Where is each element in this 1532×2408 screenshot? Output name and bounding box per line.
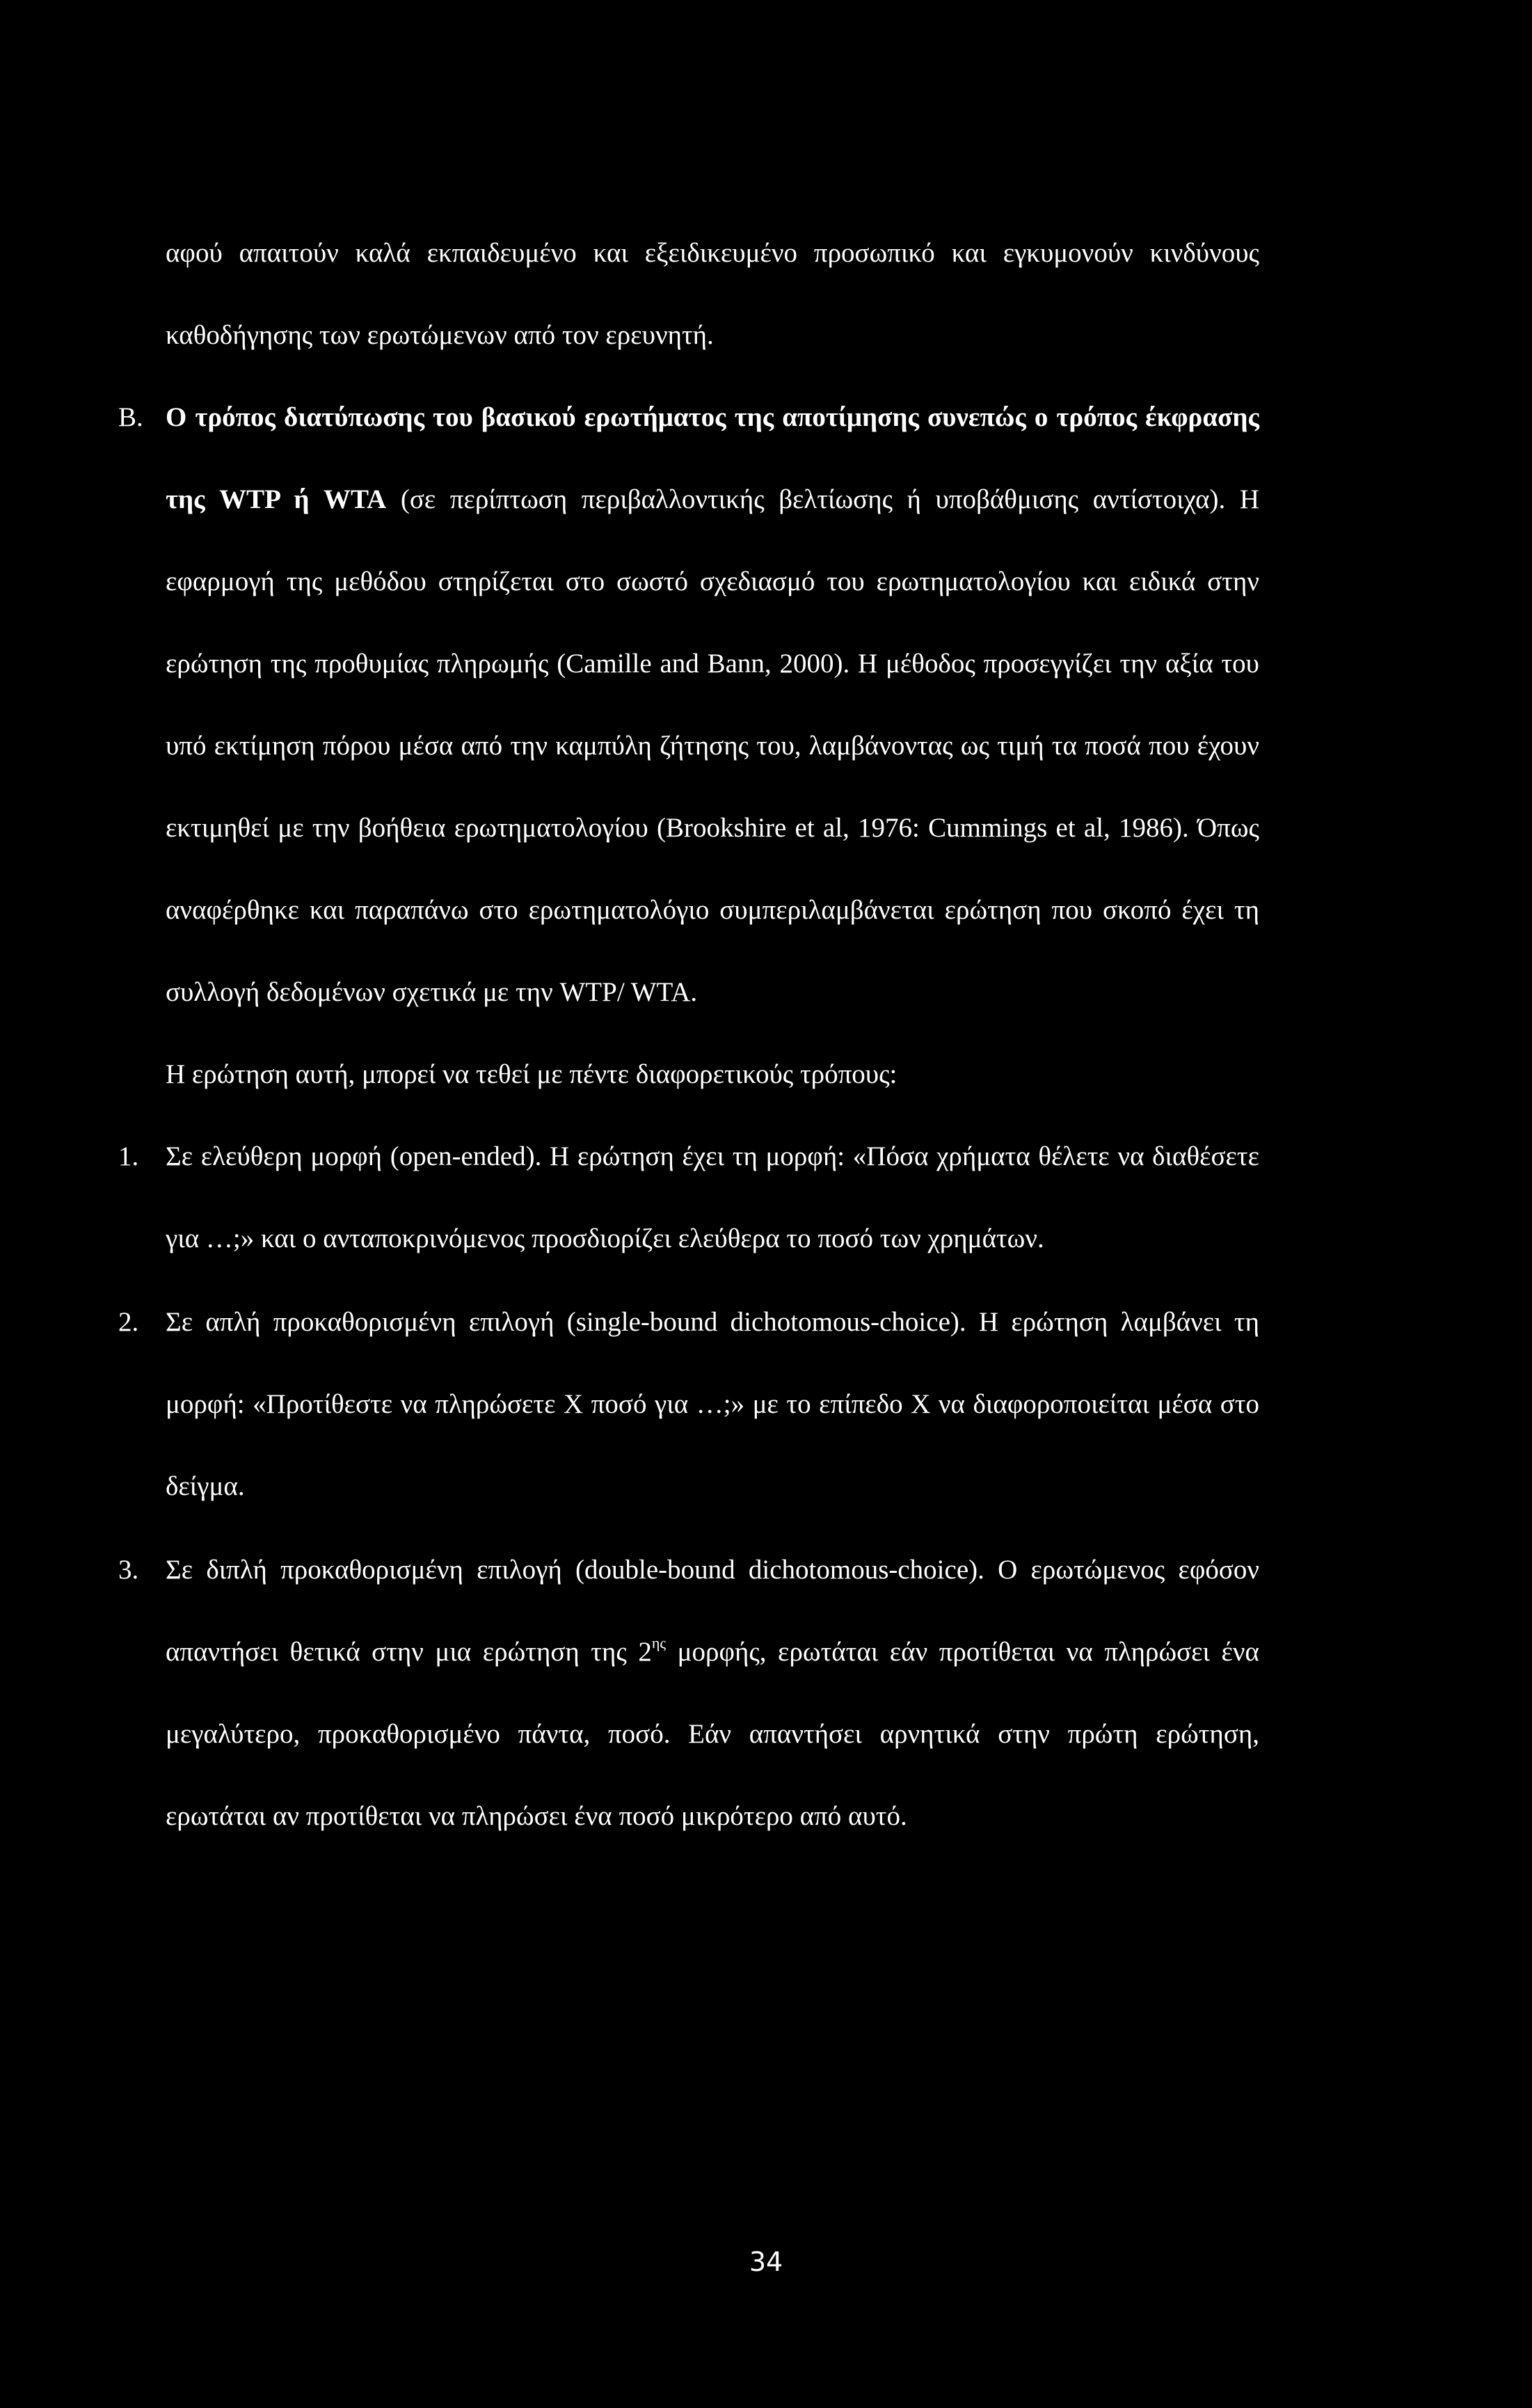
list-item-text: Σε ελεύθερη μορφή (open-ended). Η ερώτηση έχει τη μορφή: «Πόσα χρήματα θέλετε να διαθέσετε για …;» και ο ανταποκρινόμενος προσδιορίζει ελεύθερα το ποσό των χρημάτων. — [166, 1141, 1259, 1253]
section-heading: Ο τρόπος διατύπωσης του βασικού ερωτήματος της αποτίμησης συνεπώς ο τρόπος έκφρασης της WTP ή WTA — [166, 402, 1259, 514]
section-b — [118, 377, 1259, 1033]
methods-list — [118, 1116, 1259, 1858]
page-number: 34 — [749, 2247, 783, 2277]
list-item — [118, 1529, 1259, 1858]
list-item-text-before: Σε διπλή προκαθορισμένη επιλογή (double-bound dichotomous-choice). Ο ερωτώμενος εφόσον απαντήσει θετικά στην μια ερώτηση της 2 — [166, 1555, 1259, 1667]
list-item — [118, 1281, 1259, 1528]
list-item-text: Σε απλή προκαθορισμένη επιλογή (single-bound dichotomous-choice). Η ερώτηση λαμβάνει τη μορφή: «Προτίθεστε να πληρώσετε Χ ποσό για …;» με το επίπεδο Χ να διαφοροποιείται μέσα στο δείγμα. — [166, 1307, 1259, 1501]
list-item-number: 1. — [118, 1141, 139, 1171]
continuation-paragraph: αφού απαιτούν καλά εκπαιδευμένο και εξειδικευμένο προσωπικό και εγκυμονούν κινδύνους καθοδήγησης των ερωτώμενων από τον ερευνητή. — [166, 238, 1259, 350]
section-marker: Β. — [118, 402, 143, 432]
methods-intro: Η ερώτηση αυτή, μπορεί να τεθεί με πέντε διαφορετικούς τρόπους: — [166, 1059, 897, 1089]
section-text: (σε περίπτωση περιβαλλοντικής βελτίωσης ή υποβάθμισης αντίστοιχα). Η εφαρμογή της μεθόδου στηρίζεται στο σωστό σχεδιασμό του ερωτηματολογίου και ειδικά στην ερώτηση της προθυμίας πληρωμής (Camille and Bann, 2000). Η μέθοδος προσεγγίζει την αξία του υπό εκτίμηση πόρου μέσα από την καμπύλη ζήτησης του, λαμβάνοντας ως τιμή τα ποσά που έχουν εκτιμηθεί με την βοήθεια ερωτηματολογίου (Brookshire et al, 1976: Cummings et al, 1986). Όπως αναφέρθηκε και παραπάνω στο ερωτηματολόγιο συμπεριλαμβάνεται ερώτηση που σκοπό έχει τη συλλογή δεδομένων σχετικά με την WTP/ WTA. — [166, 484, 1259, 1007]
page-content — [118, 212, 1259, 1859]
list-item-text-after: μορφής, ερωτάται εάν προτίθεται να πληρώσει ένα μεγαλύτερο, προκαθορισμένο πάντα, ποσό. Εάν απαντήσει αρνητικά στην πρώτη ερώτηση, ερωτάται αν προτίθεται να πληρώσει ένα ποσό μικρότερο από αυτό. — [166, 1637, 1259, 1831]
list-item-number: 2. — [118, 1307, 139, 1337]
ordinal-superscript: ης — [651, 1634, 667, 1651]
list-item — [118, 1116, 1259, 1280]
list-item-number: 3. — [118, 1555, 139, 1585]
